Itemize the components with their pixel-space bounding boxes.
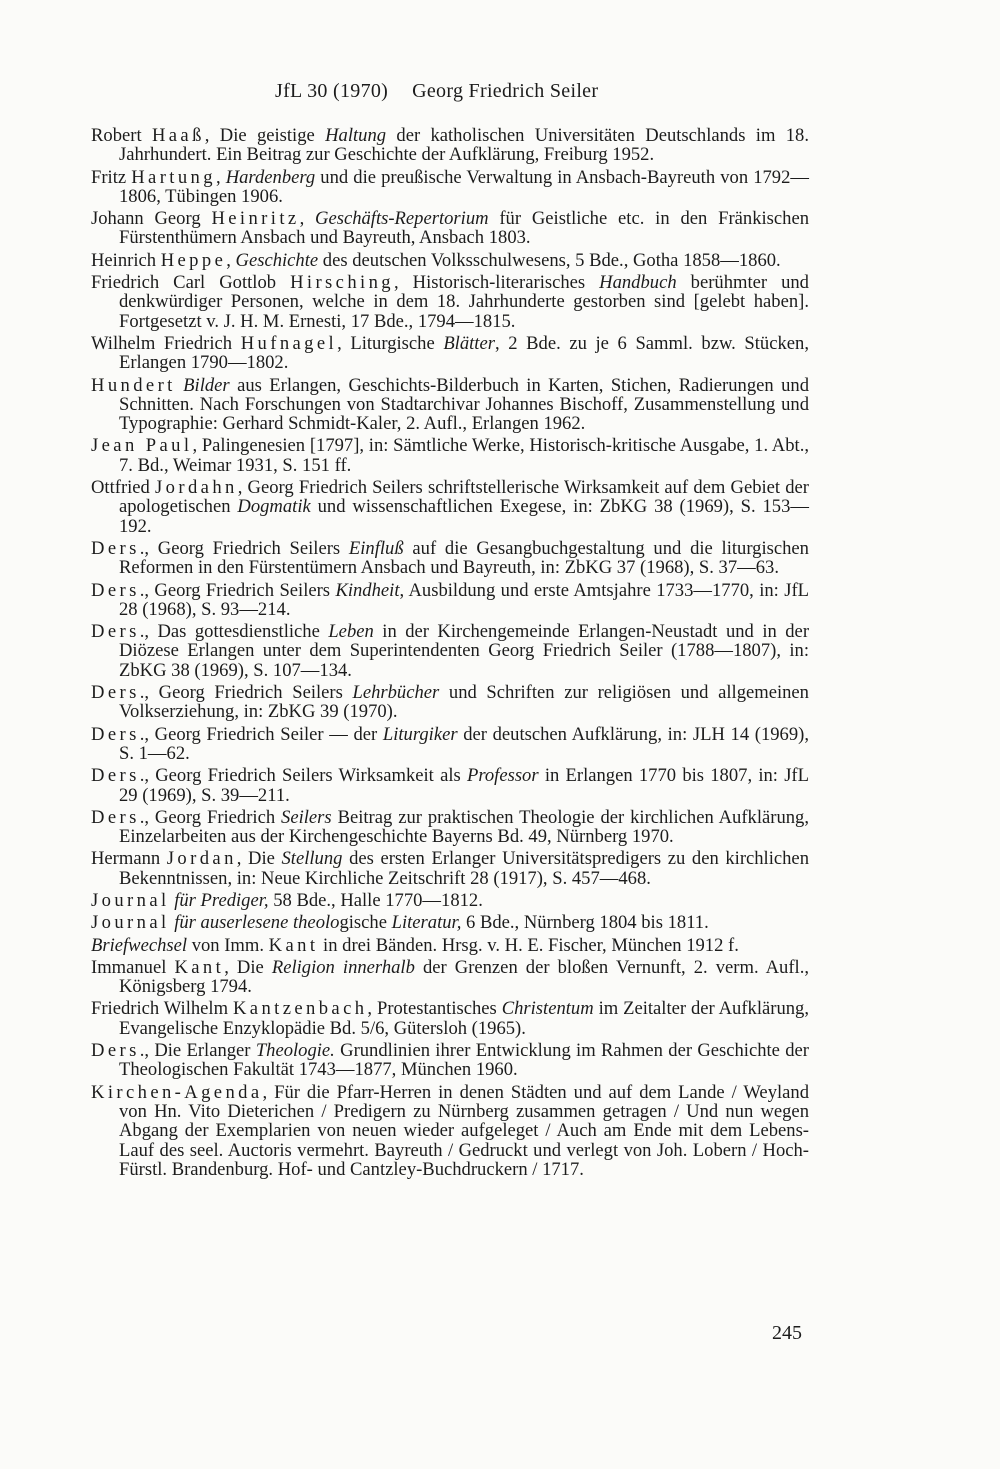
entry-text: , — [215, 166, 226, 188]
entry-text: , Für die Pfarr-Herren in denen Städten und auf dem Lande / Weyland von Hn. Vito Dieterichen / Predigern zu Nürnberg zusammen getragen / Und nun wegen Abgang der Exemplarien von neuen wieder aufgeleget / Auch am Ende mit dem Lebens-Lauf des seel. Auctoris vermehrt. Bayreuth / Gedruckt und verlegt von Joh. Lobern / Hoch-Fürstl. Brandenburg. Hof- und Cantzley-Buchdruckern / 1717. — [119, 1081, 809, 1180]
entry-title-italic: Bilder — [183, 374, 230, 396]
entry-author-spaced: Jordahn — [155, 477, 238, 499]
entry-text: ., Das gottesdienstliche — [139, 621, 329, 643]
entry-author-spaced: Hufnagel — [240, 332, 338, 354]
bibliography-entry — [91, 1041, 809, 1080]
entry-text: der Grenzen der bloßen Vernunft, 2. verm. Aufl., Königsberg 1794. — [119, 956, 810, 998]
bibliography-entry — [91, 808, 809, 847]
entry-author-spaced: Hirsching — [290, 272, 394, 294]
entry-text: gische — [339, 912, 392, 934]
entry-title-italic: Seilers — [281, 806, 332, 828]
entry-title-italic: Stellung — [281, 848, 343, 870]
entry-title-italic: Geschichte — [235, 249, 319, 271]
entry-text: Johann Georg — [91, 208, 212, 230]
entry-text: Friedrich Wilhelm — [91, 998, 233, 1020]
entry-author-spaced: Haaß — [151, 125, 205, 146]
entry-title-italic: Religion innerhalb — [271, 956, 415, 978]
entry-text: , Ausbildung und erste Amtsjahre 1733—1770, in: JfL 28 (1968), S. 93—214. — [119, 579, 809, 620]
entry-author-spaced: Hundert — [91, 374, 176, 396]
entry-text: , Die geistige — [204, 125, 326, 146]
entry-title-italic: Theologie. — [255, 1040, 335, 1062]
entry-text: Immanuel — [91, 956, 175, 978]
bibliography-entry — [91, 126, 809, 165]
entry-title-italic: Einfluß — [348, 537, 404, 559]
entry-title-italic: Literatur, — [391, 912, 462, 934]
entry-text: in Erlangen 1770 bis 1807, in: JfL 29 (1969), S. 39—211. — [119, 765, 809, 806]
entry-author-spaced: Journal — [91, 889, 170, 911]
bibliography-entry — [91, 581, 809, 620]
entry-title-italic: Christentum — [501, 998, 594, 1020]
entry-text: und die preußische Verwaltung in Ansbach-Bayreuth von 1792—1806, Tübingen 1906. — [119, 166, 809, 207]
entry-text: , Liturgische — [337, 332, 444, 354]
entry-text: , Georg Friedrich Seilers schriftstellerische Wirksamkeit auf dem Gebiet der apologetischen — [119, 477, 809, 518]
entry-text: , Historisch-literarisches — [394, 272, 600, 294]
entry-text: ., Georg Friedrich Seilers Wirksamkeit als — [139, 765, 467, 787]
entry-title-italic: Blätter — [443, 332, 495, 354]
bibliography-entry — [91, 936, 809, 955]
bibliography-entry — [91, 622, 809, 680]
entry-text: ., Georg Friedrich Seiler — der — [139, 723, 383, 745]
bibliography-entry — [91, 209, 809, 248]
bibliography-entry — [91, 539, 809, 578]
entry-title-italic: Lehrbücher — [352, 682, 440, 704]
entry-author-spaced: Ders — [91, 537, 140, 559]
entry-text: Fritz — [91, 166, 132, 188]
bibliography-list — [91, 126, 809, 1182]
bibliography-entry — [91, 376, 809, 434]
entry-text: von Imm. — [187, 934, 269, 956]
entry-text: Wilhelm Friedrich — [91, 332, 241, 354]
bibliography-entry — [91, 1083, 809, 1179]
entry-text: Friedrich Carl Gottlob — [91, 272, 291, 294]
entry-text: , — [299, 208, 316, 230]
bibliography-entry — [91, 891, 809, 910]
entry-title-italic: Leben — [328, 621, 374, 643]
entry-author-spaced: Kirchen-Agenda — [91, 1081, 263, 1103]
entry-author-spaced: Kantzenbach — [232, 998, 368, 1020]
entry-title-italic: Dogmatik — [237, 496, 311, 518]
header-journal: JfL 30 (1970) — [275, 80, 389, 102]
entry-title-italic: Professor — [466, 765, 539, 787]
entry-author-spaced: Ders — [91, 723, 140, 745]
bibliography-entry — [91, 913, 809, 932]
bibliography-entry — [91, 766, 809, 805]
entry-text: Grundlinien ihrer Entwicklung im Rahmen der Geschichte der Theologischen Fakultät 1743—1877, München 1960. — [119, 1040, 809, 1081]
bibliography-entry — [91, 478, 809, 536]
entry-title-italic: Liturgiker — [382, 723, 458, 745]
entry-title-italic: Briefwechsel — [91, 934, 188, 956]
bibliography-entry — [91, 725, 809, 764]
entry-text: , Palingenesien [1797], in: Sämtliche Werke, Historisch-kritische Ausgabe, 1. Abt., 7. Bd., Weimar 1931, S. 151 ff. — [119, 435, 809, 476]
entry-author-spaced: Journal — [91, 912, 170, 934]
bibliography-entry — [91, 683, 809, 722]
entry-text: , — [226, 249, 236, 271]
bibliography-entry — [91, 273, 809, 331]
entry-text: ., Georg Friedrich Seilers — [139, 537, 349, 559]
entry-text: des deutschen Volksschulwesens, 5 Bde., Gotha 1858—1860. — [318, 249, 781, 271]
entry-text: Beitrag zur praktischen Theologie der kirchlichen Aufklärung, Einzelarbeiten aus der Kirchengeschichte Bayerns Bd. 49, Nürnberg 1970. — [119, 806, 809, 848]
entry-text: 6 Bde., Nürnberg 1804 bis 1811. — [461, 912, 709, 934]
entry-author-spaced: Ders — [91, 579, 140, 601]
entry-text: in der Kirchengemeinde Erlangen-Neustadt und in der Diözese Erlangen unter dem Superintendenten Georg Friedrich Seiler (1788—1807), in: ZbKG 38 (1969), S. 107—134. — [119, 621, 810, 681]
entry-author-spaced: Ders — [91, 1040, 140, 1062]
entry-text: auf die Gesangbuchgestaltung und die liturgischen Reformen in den Fürstentümern Ansbach und Bayreuth, in: ZbKG 37 (1968), S. 37—63. — [119, 537, 809, 579]
entry-text: im Zeitalter der Aufklärung, Evangelische Enzyklopädie Bd. 5/6, Gütersloh (1965). — [119, 998, 809, 1039]
entry-text: Robert — [91, 125, 152, 146]
bibliography-entry — [91, 999, 809, 1038]
entry-text: Ottfried — [91, 477, 156, 499]
running-header — [275, 80, 635, 103]
entry-author-spaced: Kant — [174, 956, 225, 978]
entry-text: in drei Bänden. Hrsg. v. H. E. Fischer, München 1912 f. — [318, 934, 739, 956]
entry-text: , 2 Bde. zu je 6 Samml. bzw. Stücken, Erlangen 1790—1802. — [119, 332, 809, 374]
entry-text: , Die — [236, 848, 282, 870]
header-subject: Georg Friedrich Seiler — [412, 80, 599, 102]
entry-text: ., Georg Friedrich Seilers — [139, 579, 336, 601]
entry-title-italic: Geschäfts-Repertorium — [315, 208, 489, 230]
entry-text: für Geistliche etc. in den Fränkischen Fürstenthümern Ansbach und Bayreuth, Ansbach 1803. — [119, 208, 810, 249]
entry-title-italic: Handbuch — [599, 272, 677, 294]
bibliography-entry — [91, 849, 809, 888]
entry-title-italic: für auserlesene theolo — [174, 912, 340, 934]
entry-author-spaced: Kant — [268, 934, 319, 956]
entry-text: berühmter und denkwürdiger Personen, welche in dem 18. Jahrhunderte gestorben sind [gelebt haben]. Fortgesetzt v. J. H. M. Ernesti, 17 Bde., 1794—1815. — [119, 272, 809, 332]
entry-author-spaced: Ders — [91, 682, 140, 704]
entry-author-spaced: Ders — [91, 806, 140, 828]
entry-author-spaced: Heinritz — [211, 208, 300, 230]
entry-text: und Schriften zur religiösen und allgemeinen Volkserziehung, in: ZbKG 39 (1970). — [119, 682, 809, 723]
entry-text: aus Erlangen, Geschichts-Bilderbuch in Karten, Stichen, Radierungen und Schnitten. Nach Forschungen von Stadtarchivar Johannes Bischoff, Zusammenstellung und Typographie: Gerhard Schmidt-Kaler, 2. Aufl., Erlangen 1962. — [119, 374, 810, 435]
entry-author-spaced: Hartung — [131, 166, 216, 188]
bibliography-entry — [91, 334, 809, 373]
bibliography-entry — [91, 958, 809, 997]
entry-text: 58 Bde., Halle 1770—1812. — [268, 889, 483, 911]
page-number: 245 — [772, 1322, 802, 1344]
bibliography-entry — [91, 436, 809, 475]
entry-author-spaced: Jordan — [166, 848, 237, 870]
entry-title-italic: Haltung — [325, 125, 387, 146]
entry-author-spaced: Heppe — [160, 249, 227, 271]
entry-text: der katholischen Universitäten Deutschlands im 18. Jahrhundert. Ein Beitrag zur Geschichte der Aufklärung, Freiburg 1952. — [119, 125, 809, 166]
bibliography-entry — [91, 251, 809, 270]
entry-author-spaced: Jean Paul — [91, 435, 193, 457]
entry-title-italic: Hardenberg — [225, 166, 316, 188]
entry-text: und wissenschaftlichen Exegese, in: ZbKG 38 (1969), S. 153—192. — [119, 496, 809, 537]
entry-text: der deutschen Aufklärung, in: JLH 14 (1969), S. 1—62. — [119, 723, 809, 764]
entry-text: Hermann — [91, 848, 167, 870]
entry-text: ., Die Erlanger — [139, 1040, 256, 1062]
entry-author-spaced: Ders — [91, 765, 140, 787]
entry-text: ., Georg Friedrich — [139, 806, 282, 828]
entry-text: ., Georg Friedrich Seilers — [139, 682, 353, 704]
entry-text: des ersten Erlanger Universitätspredigers zu den kirchlichen Bekenntnissen, in: Neue Kirchliche Zeitschrift 28 (1917), S. 457—468. — [119, 848, 809, 889]
bibliography-entry — [91, 168, 809, 207]
entry-author-spaced: Ders — [91, 621, 140, 643]
entry-text: , Protestantisches — [367, 998, 502, 1020]
entry-text: , Die — [224, 956, 272, 978]
entry-title-italic: für Prediger, — [174, 889, 269, 911]
entry-title-italic: Kindheit — [335, 579, 400, 601]
entry-text: Heinrich — [91, 249, 161, 271]
